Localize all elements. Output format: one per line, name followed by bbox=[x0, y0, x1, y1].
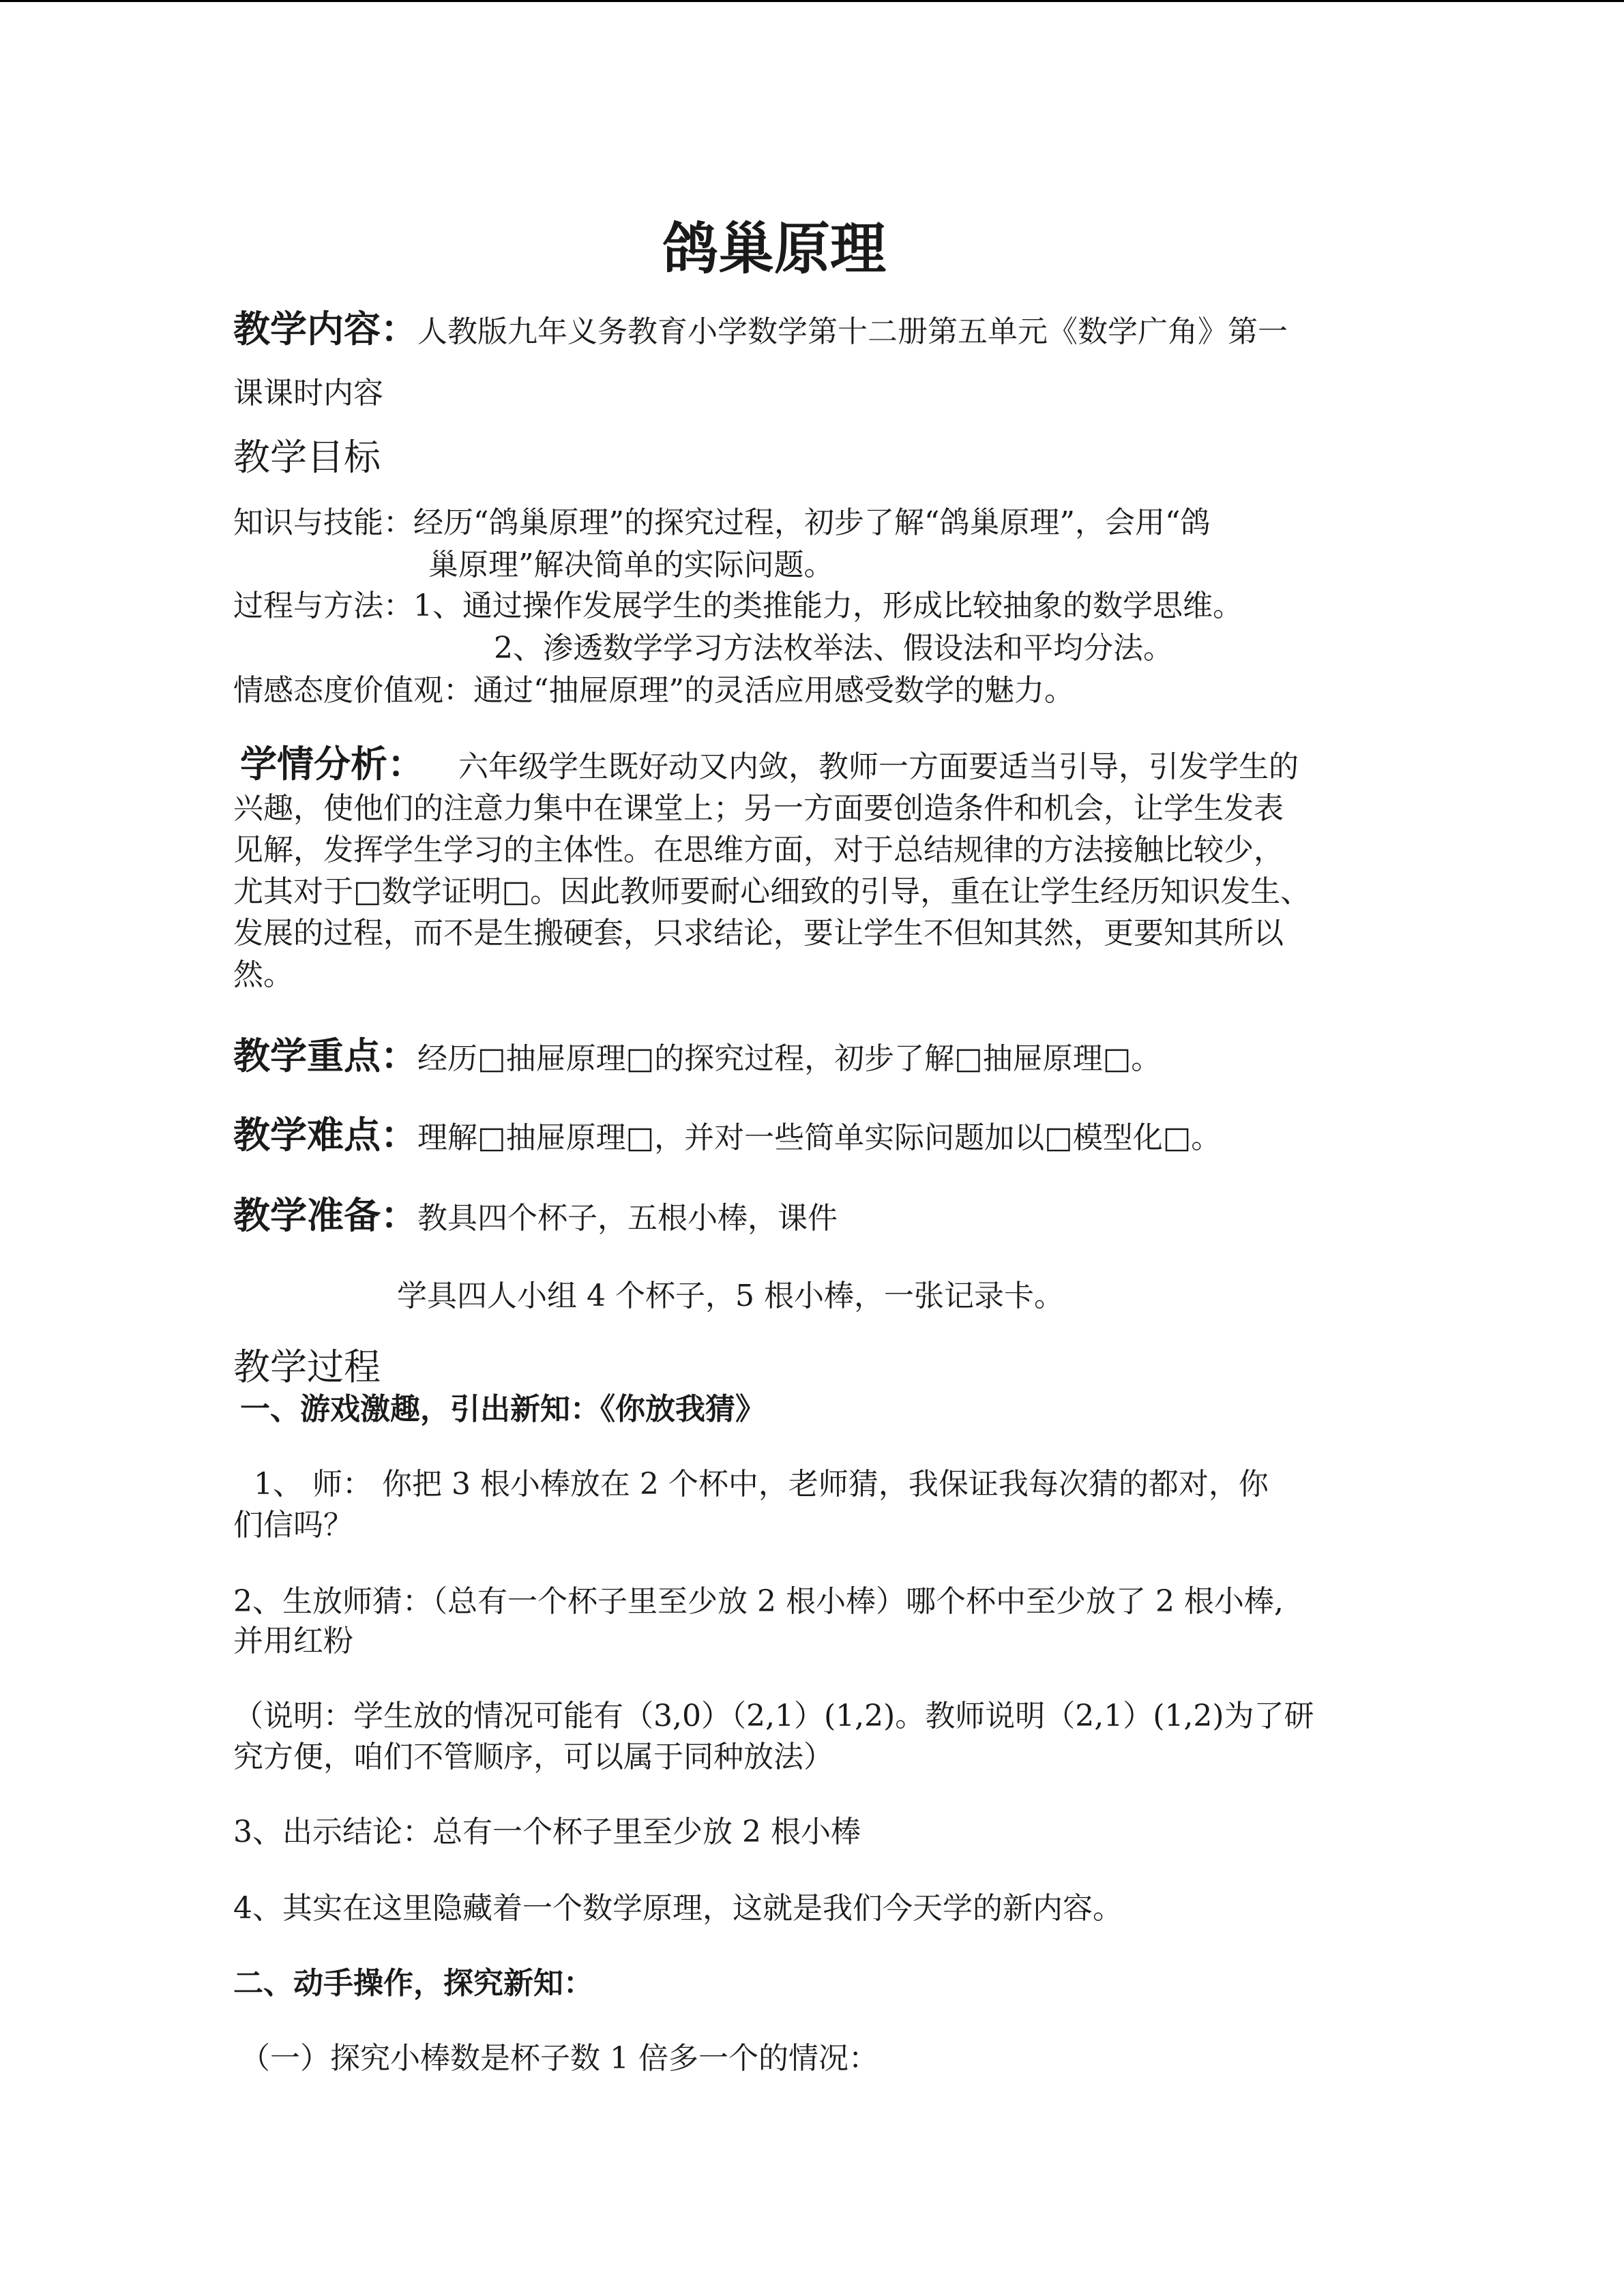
analysis-label: 学情分析： bbox=[240, 743, 424, 786]
content-line2: 课课时内容 bbox=[233, 376, 383, 411]
item2-line2: 并用红粉 bbox=[233, 1624, 353, 1658]
emotion-text: 通过“抽屉原理”的灵活应用感受数学的魅力。 bbox=[473, 673, 1074, 708]
goals-heading: 教学目标 bbox=[233, 436, 381, 479]
content-label: 教学内容： bbox=[233, 308, 417, 351]
item2-line1: 2、生放师猜：（总有一个杯子里至少放 2 根小棒）哪个杯中至少放了 2 根小棒, bbox=[233, 1584, 1284, 1619]
prep-line1: 教具四个杯子，五根小棒，课件 bbox=[417, 1201, 838, 1236]
emotion-label: 情感态度价值观： bbox=[233, 673, 473, 708]
section2-heading: 二、动手操作，探究新知： bbox=[233, 1966, 593, 2001]
analysis-line4: 尤其对于□数学证明□。因此教师要耐心细致的引导，重在让学生经历知识发生、 bbox=[233, 874, 1311, 909]
analysis-paragraph bbox=[233, 743, 1379, 996]
difficulty-row bbox=[233, 1106, 1221, 1159]
knowledge-label: 知识与技能： bbox=[233, 505, 413, 540]
knowledge-line1: 经历“鸽巢原理”的探究过程，初步了解“鸽巢原理”，会用“鸽 bbox=[413, 505, 1211, 540]
item1-line1: 1、 师： 你把 3 根小棒放在 2 个杯中，老师猜，我保证我每次猜的都对，你 bbox=[254, 1467, 1269, 1502]
analysis-line2: 兴趣，使他们的注意力集中在课堂上；另一方面要创造条件和机会，让学生发表 bbox=[233, 791, 1284, 826]
item4: 4、其实在这里隐藏着一个数学原理，这就是我们今天学的新内容。 bbox=[233, 1891, 1123, 1926]
analysis-line5: 发展的过程，而不是生搬硬套，只求结论，要让学生不但知其然，更要知其所以 bbox=[233, 916, 1284, 951]
analysis-line3: 见解，发挥学生学习的主体性。在思维方面，对于总结规律的方法接触比较少， bbox=[233, 833, 1284, 867]
key-point-row bbox=[233, 1027, 1161, 1079]
prep-line2: 学具四人小组 4 个杯子，5 根小棒，一张记录卡。 bbox=[397, 1279, 1064, 1313]
analysis-line1: 六年级学生既好动又内敛，教师一方面要适当引导，引发学生的 bbox=[458, 749, 1299, 784]
prep-row bbox=[233, 1187, 838, 1239]
sub1-heading: （一）探究小棒数是杯子数 1 倍多一个的情况： bbox=[240, 2041, 879, 2076]
page-top-border bbox=[0, 0, 1624, 2]
content-row bbox=[233, 300, 1288, 353]
knowledge-row bbox=[233, 498, 1210, 541]
process-row bbox=[233, 581, 1243, 625]
process-label: 过程与方法： bbox=[233, 588, 413, 623]
difficulty-label: 教学难点： bbox=[233, 1114, 417, 1157]
prep-label: 教学准备： bbox=[233, 1194, 417, 1237]
analysis-line6: 然。 bbox=[233, 957, 293, 992]
note-line1: （说明：学生放的情况可能有（3,0）（2,1）(1,2)。教师说明（2,1）(1,2)为了研 bbox=[233, 1699, 1314, 1733]
page-title: 鸽巢原理 bbox=[662, 217, 886, 282]
knowledge-line2: 巢原理”解决简单的实际问题。 bbox=[428, 548, 834, 582]
section1-heading: 一、游戏激趣，引出新知：《你放我猜》 bbox=[240, 1392, 765, 1427]
difficulty-text: 理解□抽屉原理□，并对一些简单实际问题加以□模型化□。 bbox=[417, 1120, 1222, 1155]
content-line1: 人教版九年义务教育小学数学第十二册第五单元《数学广角》第一 bbox=[417, 314, 1288, 349]
key-point-text: 经历□抽屉原理□的探究过程，初步了解□抽屉原理□。 bbox=[417, 1041, 1162, 1076]
process-line1: 1、通过操作发展学生的类推能力，形成比较抽象的数学思维。 bbox=[413, 588, 1243, 623]
emotion-row bbox=[233, 666, 1074, 709]
item3: 3、出示结论：总有一个杯子里至少放 2 根小棒 bbox=[233, 1815, 861, 1849]
process-line2: 2、渗透数学学习方法枚举法、假设法和平均分法。 bbox=[494, 631, 1173, 666]
key-point-label: 教学重点： bbox=[233, 1034, 417, 1077]
item1-line2: 们信吗？ bbox=[233, 1508, 353, 1542]
procedure-heading: 教学过程 bbox=[233, 1345, 381, 1388]
note-line2: 究方便，咱们不管顺序，可以属于同种放法） bbox=[233, 1740, 833, 1774]
